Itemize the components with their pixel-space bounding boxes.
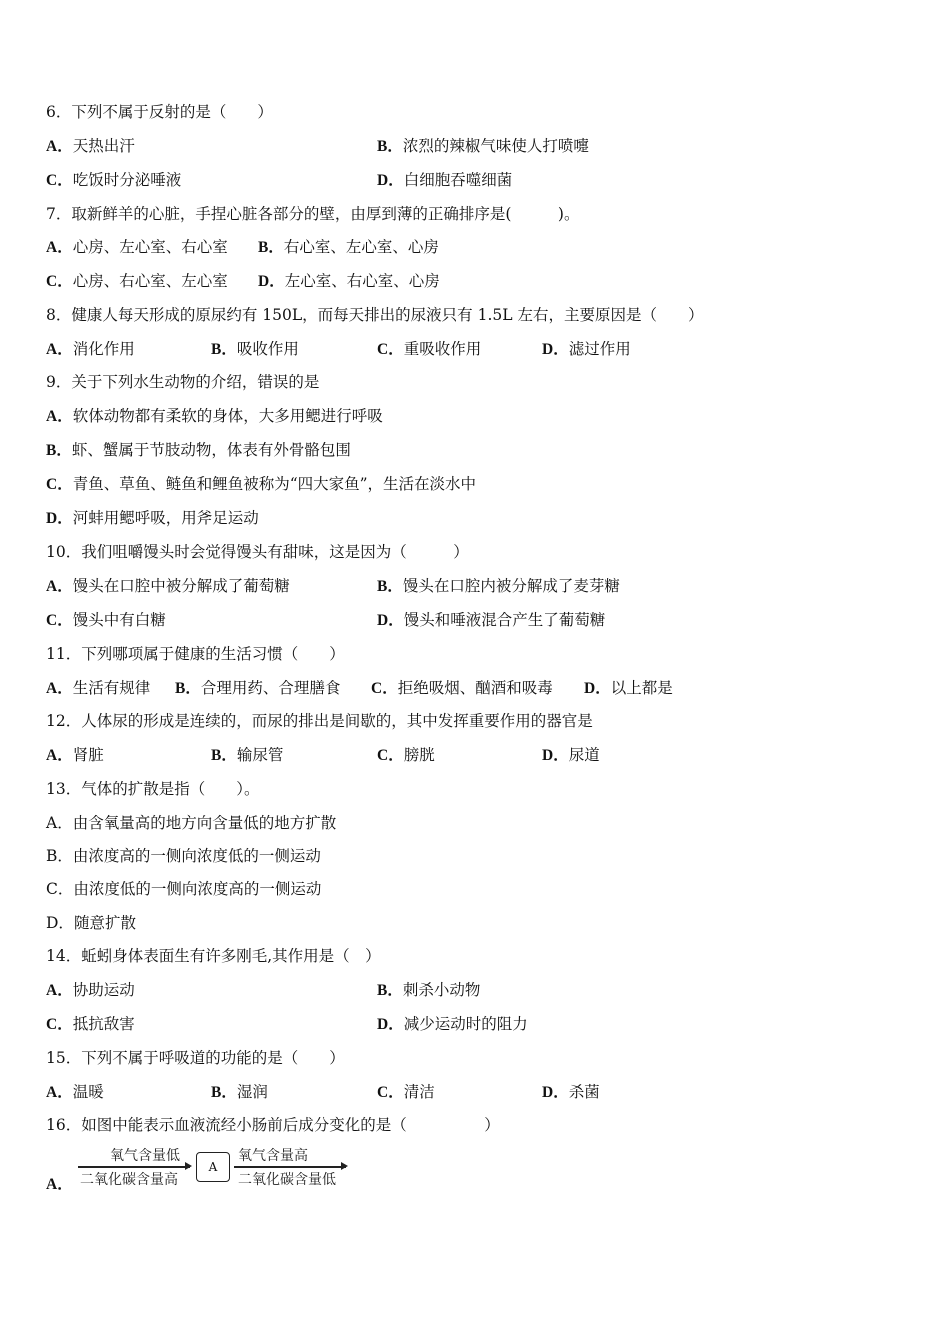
option-d: D．白细胞吞噬细菌: [377, 171, 513, 189]
option-b: B．浓烈的辣椒气味使人打喷嚏: [377, 137, 589, 155]
option-a: A．: [46, 1176, 73, 1193]
left-top-label: 氧气含量低: [110, 1148, 180, 1164]
option-a: A．心房、左心室、右心室: [46, 238, 228, 256]
option-b: B．刺杀小动物: [377, 981, 481, 999]
option-b: B．合理用药、合理膳食: [175, 679, 341, 697]
option-d: D．以上都是: [584, 679, 673, 697]
question-9-stem: 9．关于下列水生动物的介绍，错误的是: [46, 373, 320, 391]
option-a: A．天热出汗: [46, 137, 135, 155]
question-11-stem: 11．下列哪项属于健康的生活习惯（ ）: [46, 645, 345, 663]
organ-box: A: [196, 1152, 230, 1182]
right-top-label: 氧气含量高: [238, 1148, 308, 1164]
option-c: C．青鱼、草鱼、鲢鱼和鲤鱼被称为“四大家鱼”，生活在淡水中: [46, 475, 477, 493]
option-c: C．馒头中有白糖: [46, 611, 166, 629]
option-c: C．拒绝吸烟、酗酒和吸毒: [371, 679, 553, 697]
option-c: C．吃饭时分泌唾液: [46, 171, 182, 189]
option-b: B．馒头在口腔内被分解成了麦芽糖: [377, 577, 620, 595]
question-16-stem: 16．如图中能表示血液流经小肠前后成分变化的是（ ）: [46, 1116, 500, 1134]
option-a: A．消化作用: [46, 340, 135, 358]
option-b: B．由浓度高的一侧向浓度低的一侧运动: [46, 847, 321, 865]
option-d: D．随意扩散: [46, 914, 136, 932]
option-d: D．河蚌用鳃呼吸，用斧足运动: [46, 509, 259, 527]
left-bottom-label: 二氧化碳含量高: [80, 1172, 178, 1188]
question-8-stem: 8．健康人每天形成的原尿约有 150L，而每天排出的尿液只有 1.5L 左右，主要原因是（ ）: [46, 306, 704, 324]
option-a: A．温暖: [46, 1083, 104, 1101]
question-6-stem: 6．下列不属于反射的是（ ）: [46, 103, 273, 121]
question-14-stem: 14．蚯蚓身体表面生有许多刚毛,其作用是（ ）: [46, 947, 381, 965]
question-10-stem: 10．我们咀嚼馒头时会觉得馒头有甜味，这是因为（ ）: [46, 543, 469, 561]
left-arrow: [78, 1166, 190, 1168]
question-7-stem: 7．取新鲜羊的心脏，手捏心脏各部分的壁，由厚到薄的正确排序是( )。: [46, 205, 580, 223]
option-c: C．心房、右心室、左心室: [46, 272, 228, 290]
question-15-stem: 15．下列不属于呼吸道的功能的是（ ）: [46, 1049, 345, 1067]
blood-flow-diagram: [78, 1142, 358, 1192]
right-arrow: [234, 1166, 346, 1168]
option-a: A．软体动物都有柔软的身体，大多用鳃进行呼吸: [46, 407, 383, 425]
option-a: A．协助运动: [46, 981, 135, 999]
option-c: C．清洁: [377, 1083, 435, 1101]
option-d: D．杀菌: [542, 1083, 600, 1101]
option-d: D．左心室、右心室、心房: [258, 272, 440, 290]
question-13-stem: 13．气体的扩散是指（ ）。: [46, 780, 260, 798]
option-d: D．减少运动时的阻力: [377, 1015, 528, 1033]
option-b: B．吸收作用: [211, 340, 299, 358]
option-c: C．重吸收作用: [377, 340, 482, 358]
option-d: D．尿道: [542, 746, 600, 764]
option-c: C．由浓度低的一侧向浓度高的一侧运动: [46, 880, 322, 898]
right-bottom-label: 二氧化碳含量低: [238, 1172, 336, 1188]
option-d: D．馒头和唾液混合产生了葡萄糖: [377, 611, 606, 629]
option-d: D．滤过作用: [542, 340, 631, 358]
option-a: A．肾脏: [46, 746, 104, 764]
option-c: C．膀胱: [377, 746, 435, 764]
option-b: B．右心室、左心室、心房: [258, 238, 439, 256]
question-12-stem: 12．人体尿的形成是连续的，而尿的排出是间歇的，其中发挥重要作用的器官是: [46, 712, 593, 730]
option-b: B．输尿管: [211, 746, 284, 764]
option-a: A．馒头在口腔中被分解成了葡萄糖: [46, 577, 290, 595]
option-c: C．抵抗敌害: [46, 1015, 135, 1033]
option-b: B．湿润: [211, 1083, 268, 1101]
option-b: B．虾、蟹属于节肢动物，体表有外骨骼包围: [46, 441, 351, 459]
option-a: A．由含氧量高的地方向含量低的地方扩散: [46, 814, 337, 832]
option-a: A．生活有规律: [46, 679, 151, 697]
